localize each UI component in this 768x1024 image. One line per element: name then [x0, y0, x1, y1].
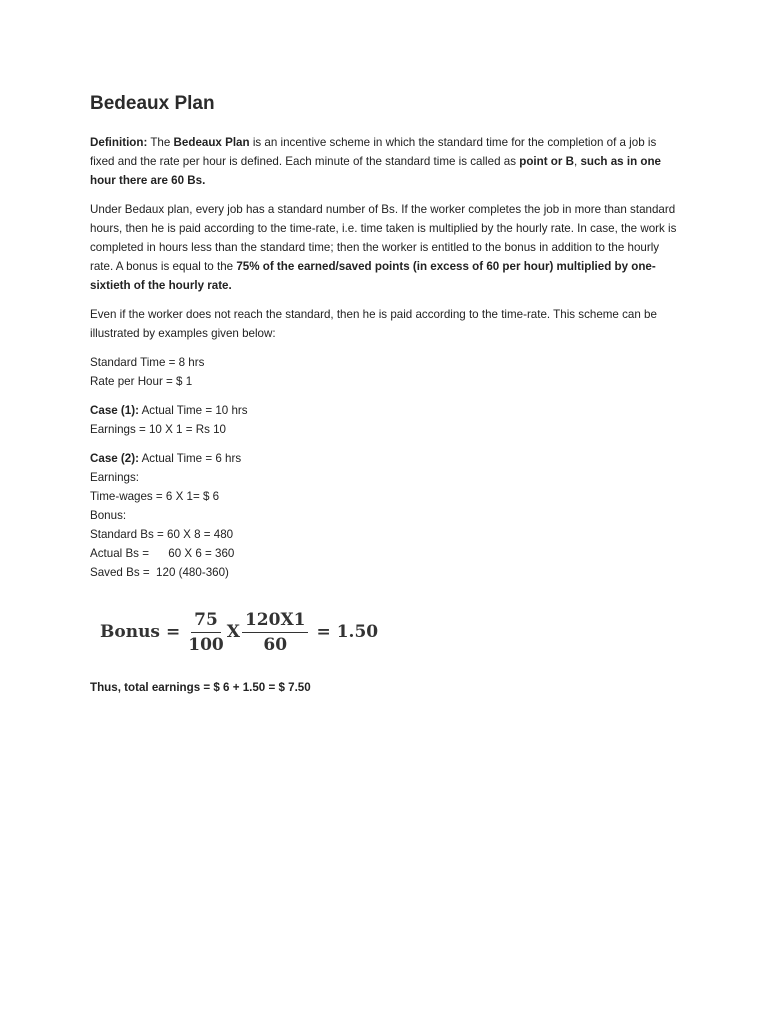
formula-lhs: Bonus	[100, 622, 160, 642]
case-2-line: Earnings:	[90, 471, 139, 484]
formula-times: X	[226, 622, 240, 642]
case-2-line: Bonus:	[90, 509, 127, 522]
formula-fraction-1	[188, 610, 224, 655]
illustration-paragraph: Even if the worker does not reach the standard, then he is paid according to the time-rate. This scheme can be illustrated by examples given below:	[90, 308, 657, 340]
conclusion-text: Thus, total earnings = $ 6 + 1.50 = $ 7.50	[90, 681, 311, 694]
case-2-actual-time: Actual Time = 6 hrs	[141, 452, 242, 465]
formula-fraction-2	[242, 610, 309, 655]
definition-text-2: is an incentive scheme in which the standard time for the completion of a job is fixed and the rate per hour is defined. Each minute of the standard time is called as	[90, 136, 657, 168]
explanation-text: Under Bedaux plan, every job has a standard number of Bs. If the worker completes the job in more than standard hours, then he is paid according to the time-rate, i.e. time taken is multiplied by the hourly rate. In case, the work is completed in hours less than the standard time; then the worker is entitled to the bonus in addition to the hourly rate. A bonus is equal to the	[90, 203, 677, 273]
page-title: Bedeaux Plan	[90, 93, 215, 114]
definition-text-1: The	[150, 136, 171, 149]
conclusion-line	[90, 678, 680, 697]
case-2-line: Standard Bs = 60 X 8 = 480	[90, 528, 234, 541]
definition-text-3: ,	[573, 155, 578, 168]
formula-result: 1.50	[336, 622, 379, 642]
formula-equals-2: =	[316, 622, 331, 642]
case-2-line: Time-wages = 6 X 1= $ 6	[90, 490, 220, 503]
case-1-block	[90, 401, 680, 439]
definition-bold-2: point or B	[519, 155, 574, 168]
standard-time-line: Standard Time = 8 hrs	[90, 356, 205, 369]
given-values	[90, 353, 680, 391]
document-page	[90, 92, 680, 707]
formula-equals: =	[166, 622, 181, 642]
case-1-actual-time: Actual Time = 10 hrs	[141, 404, 248, 417]
fraction-1-denominator: 100	[188, 634, 224, 655]
case-2-label: Case (2):	[90, 452, 139, 465]
definition-label: Definition:	[90, 136, 148, 149]
case-1-label: Case (1):	[90, 404, 139, 417]
case-1-earnings: Earnings = 10 X 1 = Rs 10	[90, 423, 226, 436]
rate-per-hour-line: Rate per Hour = $ 1	[90, 375, 193, 388]
definition-paragraph	[90, 133, 680, 190]
bonus-formula	[100, 604, 680, 660]
bedaux-explanation-paragraph	[90, 200, 680, 295]
fraction-2-numerator: 120X1	[242, 610, 309, 633]
fraction-2-denominator: 60	[263, 634, 288, 655]
case-1-heading	[90, 401, 680, 420]
case-2-block	[90, 449, 680, 582]
fraction-1-numerator: 75	[191, 610, 221, 633]
definition-bold-3: such as in one hour there are 60 Bs.	[90, 155, 661, 187]
case-2-heading	[90, 449, 680, 468]
definition-bold-1: Bedeaux Plan	[173, 136, 250, 149]
case-2-line: Actual Bs = 60 X 6 = 360	[90, 547, 235, 560]
case-2-line: Saved Bs = 120 (480-360)	[90, 566, 229, 579]
explanation-bold: 75% of the earned/saved points (in excess of 60 per hour) multiplied by one-sixtieth of the hourly rate.	[90, 260, 656, 292]
